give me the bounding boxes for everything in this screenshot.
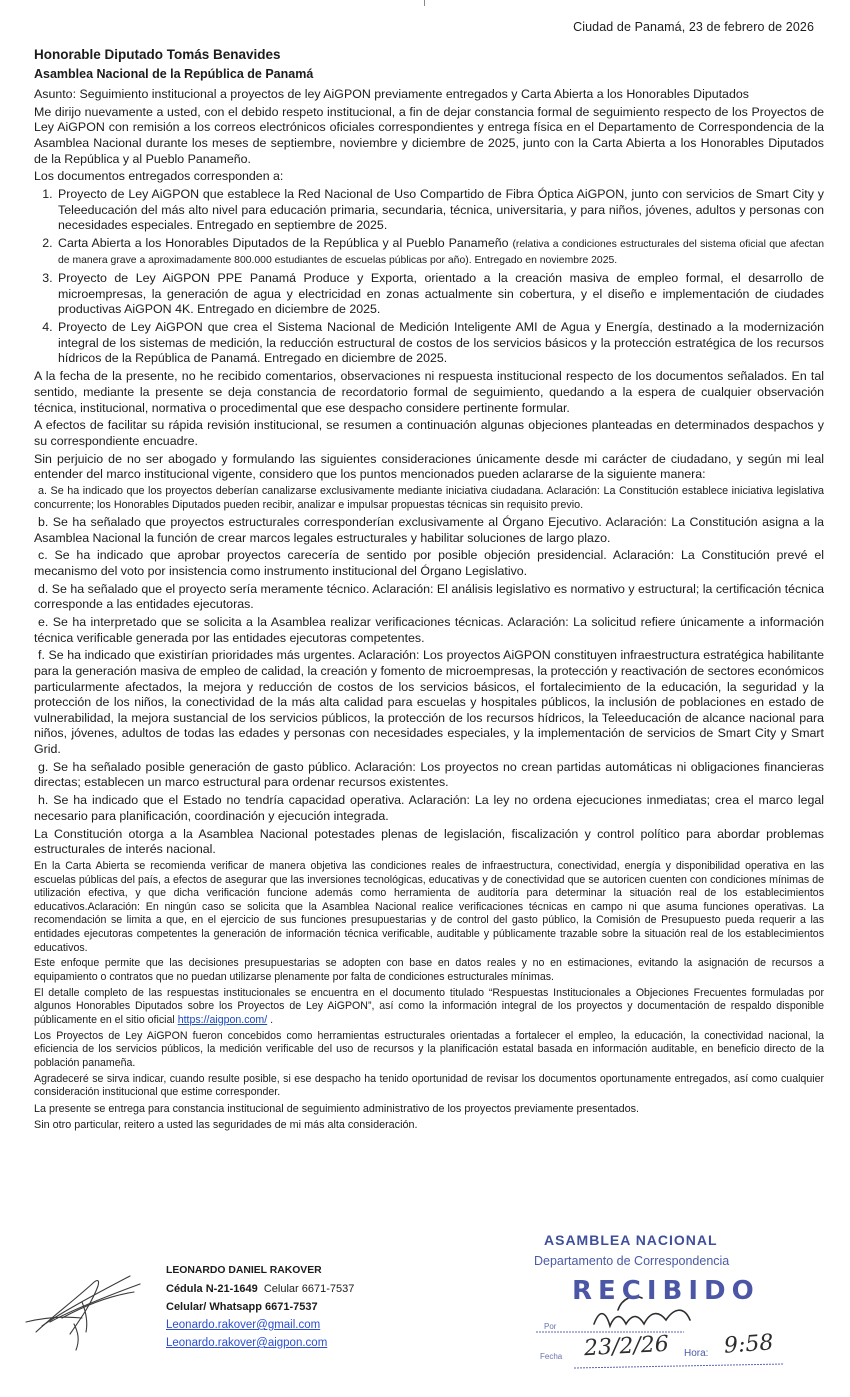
list-item: 3. Proyecto de Ley AiGPON PPE Panamá Produce y Exporta, orientado a la creación masiva de empleo formal, el desarrollo de microempresas, la generación de agua y electricidad en zonas actualmente sin cobertura, y el diseño e implementación de ciudades productivas AiGPON 4K. Entregado en diciembre de 2025. <box>56 271 824 318</box>
objection-d: d. Se ha señalado que el proyecto sería meramente técnico. Aclaración: El análisis legislativo es normativo y estructural; la certificación técnica corresponde a las entidades ejecutoras. <box>34 581 824 612</box>
docs-lead: Los documentos entregados corresponden a: <box>34 169 284 184</box>
objection-g: g. Se ha señalado posible generación de gasto público. Aclaración: Los proyectos no crean partidas automáticas ni obligaciones financieras directas; establecen un marco estructural para ordenar recursos existentes. <box>34 759 824 790</box>
list-item: 4. Proyecto de Ley AiGPON que crea el Sistema Nacional de Medición Inteligente AMI de Agua y Energía, destinado a la modernización integral de los sistemas de medición, la reducción estructural de costos de los servicios básicos y la protección estratégica de los recursos hídricos de la República de Panamá. Entregado en diciembre de 2025. <box>56 320 824 367</box>
stamp-handwritten-date: 23/2/26 <box>583 1331 670 1362</box>
objection-c: c. Se ha indicado que aprobar proyectos carecería de sentido por posible objeción presidencial. Aclaración: La Constitución prevé el mecanismo del voto por insistencia como instrumento institucional del Órgano Legislativo. <box>34 548 824 578</box>
documents-list <box>34 187 824 367</box>
carta-paragraph: En la Carta Abierta se recomienda verificar de manera objetiva las condiciones reales de infraestructura, conectividad, energía y disponibilidad operativa en las escuelas públicas del país, a efectos de asegurar que las inversiones tecnológicas, educativas y de conectividad que se autoricen cuenten con condiciones mínimas de utilización efectiva, y que dicha verificación funcione además como herramienta de auditoría para determinar la situación real de los establecimientos educativos.Aclaración: En ningún caso se solicita que la Asamblea Nacional realice verificaciones técnicas en campo ni que asuma funciones operativas. La recomendación se limita a que, en el ejercicio de sus funciones presupuestarias y de control del gasto público, la Comisión de Presupuesto pueda requerir a las entidades ejecutoras competentes la generación de información técnica verificable, auditable y públicamente trazable sobre la situación real de los establecimientos educativos. <box>34 859 824 954</box>
objection-b: b. Se ha señalado que proyectos estructurales corresponderían exclusivamente al Órgano Ejecutivo. Aclaración: La Constitución asigna a la Asamblea Nacional la función de crear marcos legales estructurales y habilitar soluciones de largo plazo. <box>34 514 824 545</box>
summary-paragraph: A efectos de facilitar su rápida revisión institucional, se resumen a continuación algunas objeciones planteadas en determinados despachos y su correspondiente encuadre. <box>34 418 824 449</box>
letter-date: Ciudad de Panamá, 23 de febrero de 2026 <box>573 20 814 34</box>
signature-icon <box>22 1262 152 1357</box>
signer-id-line: Cédula N-21-1649 Celular 6671-7537 <box>166 1283 355 1295</box>
stamp-hora-label: Hora: <box>684 1348 709 1359</box>
subject-line: Asunto: Seguimiento institucional a proyectos de ley AiGPON previamente entregados y Carta Abierta a los Honorables Diputados <box>34 87 749 101</box>
intro-paragraph: Me dirijo nuevamente a usted, con el debido respeto institucional, a fin de dejar constancia formal de seguimiento respecto de los Proyectos de Ley AiGPON con remisión a los correos electrónicos oficiales correspondientes y entrega física en el Departamento de Correspondencia de la Asamblea Nacional durante los meses de septiembre, noviembre y diciembre de 2025, junto con la Carta Abierta a los Honorables Diputados de la República y al Pueblo Panameño. <box>34 104 824 166</box>
objection-e: e. Se ha interpretado que se solicita a la Asamblea realizar verificaciones técnicas. Aclaración: La solicitud refiere únicamente a información técnica verificable generada por las entidades ejecutoras competentes. <box>34 615 824 645</box>
enfoque-paragraph: Este enfoque permite que las decisiones presupuestarias se adopten con base en datos reales y no en estimaciones, evitando la asignación de recursos a equipamiento o contratos que no puedan utilizarse plenamente por falta de condiciones estructurales mínimas. <box>34 957 824 983</box>
constancia-paragraph: La presente se entrega para constancia institucional de seguimiento administrativo de los proyectos previamente presentados. <box>34 1102 639 1115</box>
final-paragraph: Sin otro particular, reitero a usted las seguridades de mi más alta consideración. <box>34 1119 418 1132</box>
site-link[interactable]: https://aigpon.com/ <box>177 1013 268 1026</box>
constitution-paragraph: La Constitución otorga a la Asamblea Nacional potestades plenas de legislación, fiscalización y control político para abordar problemas estructurales de interés nacional. <box>34 826 824 857</box>
signer-whatsapp: Celular/ Whatsapp 6671-7537 <box>166 1301 318 1313</box>
stamp-status: RECIBIDO <box>572 1276 760 1306</box>
signer-name: LEONARDO DANIEL RAKOVER <box>166 1265 322 1276</box>
list-item: 2. Carta Abierta a los Honorables Diputados de la República y al Pueblo Panameño (relativa a condiciones estructurales del sistema oficial que afectan de manera grave a aproximadamente 800.000 estudiantes de escuelas públicas por año). Entregado en noviembre 2025. <box>56 236 824 268</box>
stamp-por-label: Por <box>544 1322 557 1331</box>
agradecere-paragraph: Agradeceré se sirva indicar, cuando resulte posible, si ese despacho ha tenido oportunidad de revisar los documentos oportunamente entregados, así como cualquier consideración institucional que estime corresponder. <box>34 1072 824 1099</box>
letter-body <box>34 87 824 1134</box>
stamp-dept: Departamento de Correspondencia <box>534 1254 730 1268</box>
objection-a: a. Se ha indicado que los proyectos deberían canalizarse exclusivamente mediante iniciativa ciudadana. Aclaración: La Constitución establece iniciativa legislativa concurrente; los Honorables Diputados pueden recibir, analizar e impulsar propuestas técnicas sin requisito previo. <box>34 485 824 511</box>
concebidos-paragraph: Los Proyectos de Ley AiGPON fueron concebidos como herramientas estructurales orientadas a fortalecer el empleo, la educación, la conectividad nacional, la eficiencia de los servicios públicos, la medición verificable del uso de recursos y la planificación estatal basada en información auditable, en beneficio directo de la población panameña. <box>34 1029 824 1069</box>
stamp-org: ASAMBLEA NACIONAL <box>544 1232 718 1248</box>
objection-f: f. Se ha indicado que existirían prioridades más urgentes. Aclaración: Los proyectos AiGPON constituyen infraestructura estratégica habilitante para la generación masiva de empleo de calidad, la creación y fomento de microempresas, la protección y reactivación de sectores económicos particularmente afectados, la mejora y reducción de costos de los servicios básicos, el fortalecimiento de la educación, la seguridad y la protección de los niños, la conectividad de la más alta calidad para escuelas y hospitales públicos, la inclusión de poblaciones en estado de vulnerabilidad, la mejora sustancial de los servicios públicos, la protección de los recursos hídricos, la Teleeducación de alcance nacional para niños, jóvenes, adultos de todas las edades y personas con necesidades especiales, y la implementación de servicios de Smart City y Smart Grid. <box>34 648 824 757</box>
stamp-handwritten-time: 9:58 <box>723 1330 775 1359</box>
signer-email-aigpon[interactable]: Leonardo.rakover@aigpon.com <box>166 1337 328 1349</box>
signer-email-gmail[interactable]: Leonardo.rakover@gmail.com <box>166 1319 321 1331</box>
disclaimer-paragraph: Sin perjuicio de no ser abogado y formulando las siguientes consideraciones únicamente desde mi carácter de ciudadano, y según mi leal entender del marco institucional vigente, considero que los puntos mencionados pueden aclararse de la siguiente manera: <box>34 451 824 482</box>
received-stamp <box>534 1228 796 1376</box>
detalle-paragraph: El detalle completo de las respuestas institucionales se encuentra en el documento titulado “Respuestas Institucionales a Objeciones Frecuentes formuladas por algunos Honorables Diputados sobre los Proyectos de Ley AiGPON”, así como la información integral de los proyectos y documentación de respaldo disponible públicamente en el sitio oficial https://aigpon.com/ . <box>34 986 824 1026</box>
addressee-org: Asamblea Nacional de la República de Panamá <box>34 67 314 81</box>
addressee-name: Honorable Diputado Tomás Benavides <box>34 47 281 62</box>
objection-h: h. Se ha indicado que el Estado no tendría capacidad operativa. Aclaración: La ley no ordena ejecuciones inmediatas; crea el marco legal necesario para planificación, coordinación y ejecución integrada. <box>34 793 824 823</box>
scan-mark <box>424 0 425 6</box>
no-response-paragraph: A la fecha de la presente, no he recibido comentarios, observaciones ni respuesta institucional respecto de los documentos señalados. En tal sentido, mediante la presente se deja constancia de recordatorio formal de seguimiento, quedando a la espera de cualquier observación técnica, institucional, normativa o procedimental que ese despacho considere pertinente formular. <box>34 369 824 415</box>
signer-block <box>166 1262 354 1352</box>
stamp-fecha-label: Fecha <box>540 1352 563 1361</box>
list-item: 1. Proyecto de Ley AiGPON que establece la Red Nacional de Uso Compartido de Fibra Óptica AiGPON, junto con servicios de Smart City y Teleeducación del más alto nivel para educación primaria, secundaria, técnica, universitaria, y para niños, jóvenes, adultos y personas con necesidades especiales. Entregado en septiembre de 2025. <box>56 187 824 234</box>
